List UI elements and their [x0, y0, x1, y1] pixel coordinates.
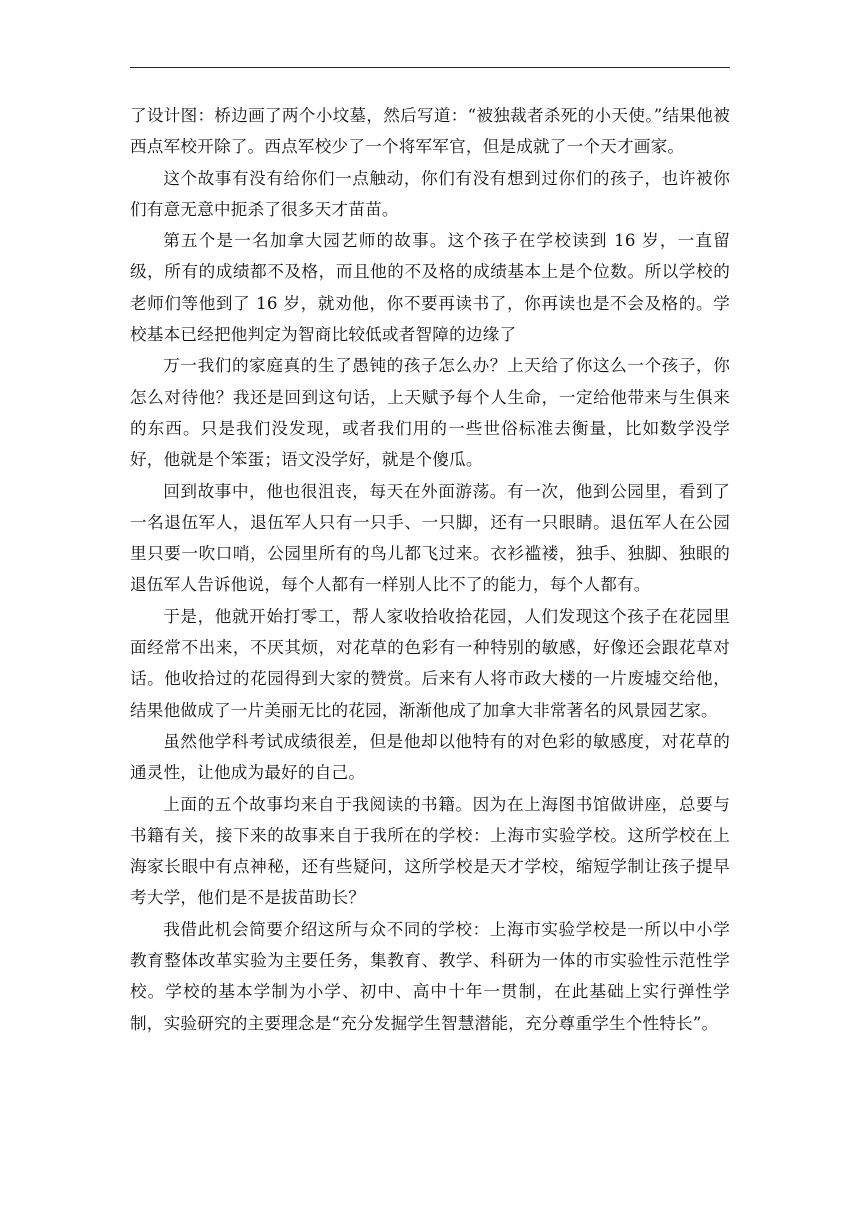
body-text — [130, 100, 730, 1039]
paragraph: 于是，他就开始打零工，帮人家收拾收拾花园，人们发现这个孩子在花园里面经常不出来，不厌其烦，对花草的色彩有一种特别的敏感，好像还会跟花草对话。他收拾过的花园得到大家的赞赏。后来有人将市政大楼的一片废墟交给他，结果他做成了一片美丽无比的花园，渐渐他成了加拿大非常著名的风景园艺家。 — [130, 606, 730, 720]
paragraph: 这个故事有没有给你们一点触动，你们有没有想到过你们的孩子，也许被你们有意无意中扼杀了很多天才苗苗。 — [130, 168, 730, 219]
paragraph: 虽然他学科考试成绩很差，但是他却以他特有的对色彩的敏感度，对花草的通灵性，让他成为最好的自己。 — [130, 731, 730, 783]
paragraph: 万一我们的家庭真的生了愚钝的孩子怎么办？上天给了你这么一个孩子，你怎么对待他？我还是回到这句话，上天赋予每个人生命，一定给他带来与生俱来的东西。只是我们没发现，或者我们用的一些世俗标准去衡量，比如数学没学好，他就是个笨蛋；语文没学好，就是个傻瓜。 — [130, 356, 730, 470]
paragraph: 上面的五个故事均来自于我阅读的书籍。因为在上海图书馆做讲座，总要与书籍有关，接下来的故事来自于我所在的学校：上海市实验学校。这所学校在上海家长眼中有点神秘，还有些疑问，这所学校是天才学校，缩短学制让孩子提早考大学，他们是不是拔苗助长？ — [130, 794, 730, 908]
header-rule — [130, 67, 730, 68]
paragraph: 了设计图：桥边画了两个小坟墓，然后写道：“被独裁者杀死的小天使。”结果他被西点军校开除了。西点军校少了一个将军军官，但是成就了一个天才画家。 — [130, 106, 730, 157]
paragraph: 第五个是一名加拿大园艺师的故事。这个孩子在学校读到 16 岁，一直留级，所有的成绩都不及格，而且他的不及格的成绩基本上是个位数。所以学校的老师们等他到了 16 岁，就劝他，你不要再读书了，你再读也是不会及格的。学校基本已经把他判定为智商比较低或者智障的边缘了 — [130, 231, 730, 345]
paragraph: 回到故事中，他也很沮丧，每天在外面游荡。有一次，他到公园里，看到了一名退伍军人，退伍军人只有一只手、一只脚，还有一只眼睛。退伍军人在公园里只要一吹口哨，公园里所有的鸟儿都飞过来。衣衫褴褛，独手、独脚、独眼的退伍军人告诉他说，每个人都有一样别人比不了的能力，每个人都有。 — [130, 481, 730, 595]
paragraph: 我借此机会简要介绍这所与众不同的学校：上海市实验学校是一所以中小学教育整体改革实验为主要任务，集教育、教学、科研为一体的市实验性示范性学校。学校的基本学制为小学、初中、高中十年一贯制，在此基础上实行弹性学制，实验研究的主要理念是“充分发掘学生智慧潜能，充分尊重学生个性特长”。 — [130, 919, 730, 1033]
